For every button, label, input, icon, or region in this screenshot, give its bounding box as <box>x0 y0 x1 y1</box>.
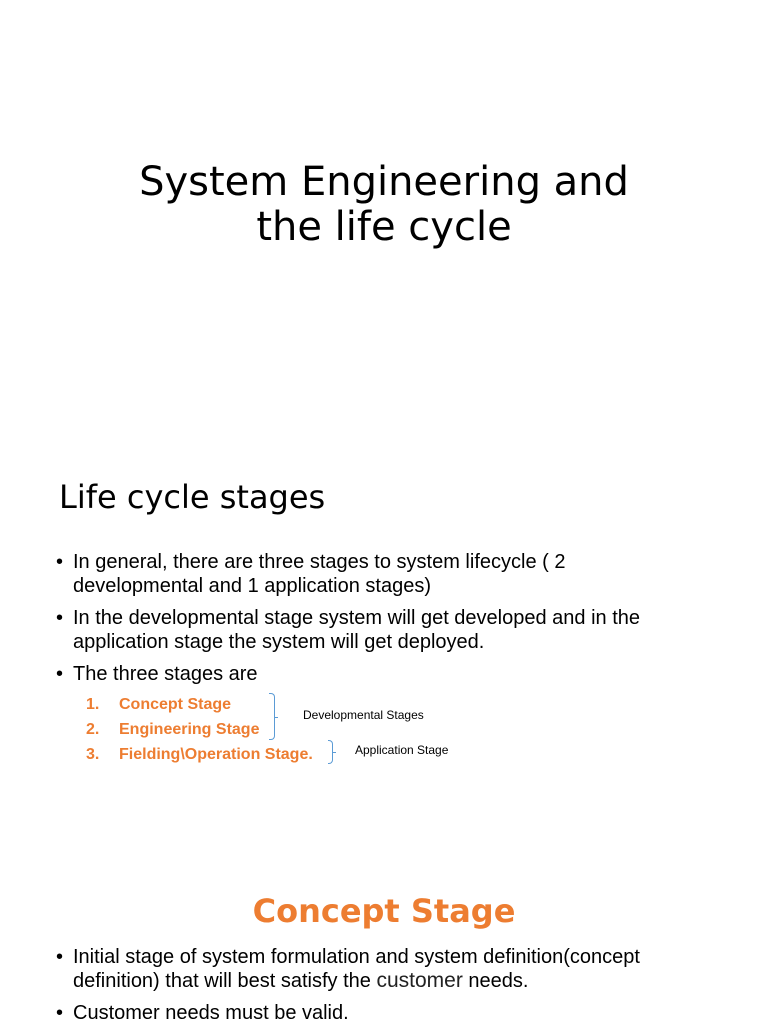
application-brace <box>328 740 333 764</box>
bullet-text: Initial stage of system formulation and system definition(concept definition) that will best satisfy the <box>73 946 640 992</box>
stage-label: Fielding\Operation Stage. <box>119 746 313 763</box>
customer-word: customer <box>376 969 463 992</box>
stage-number: 3. <box>86 746 100 763</box>
bullet-list <box>56 550 696 694</box>
title-slide <box>0 0 768 440</box>
stage-item <box>86 717 313 742</box>
stages-list <box>86 692 313 767</box>
stage-item <box>86 692 313 717</box>
bullet-list <box>56 945 696 1033</box>
concept-stage-slide <box>0 850 768 1024</box>
title-line-1: System Engineering and <box>139 159 629 205</box>
bullet-item <box>56 945 696 993</box>
title-slide-heading <box>0 160 768 250</box>
slide-heading: Life cycle stages <box>59 478 326 516</box>
stage-number: 1. <box>86 696 100 713</box>
bullet-item: • The three stages are <box>56 662 696 686</box>
bullet-text: needs. <box>462 970 529 992</box>
life-cycle-slide <box>0 440 768 850</box>
bullet-item: • In general, there are three stages to system lifecycle ( 2 developmental and 1 application stages) <box>56 550 696 598</box>
stage-number: 2. <box>86 721 100 738</box>
stage-label: Engineering Stage <box>119 721 260 738</box>
slide-heading: Concept Stage <box>252 892 516 930</box>
stage-label: Concept Stage <box>119 696 232 713</box>
bullet-item: • Customer needs must be valid. <box>56 1001 696 1025</box>
developmental-brace <box>269 693 275 740</box>
application-annotation: Application Stage <box>355 743 449 757</box>
stage-item <box>86 742 313 767</box>
title-line-2: the life cycle <box>256 204 512 250</box>
developmental-annotation: Developmental Stages <box>303 708 424 722</box>
bullet-item: • In the developmental stage system will get developed and in the application stage the system will get deployed. <box>56 606 696 654</box>
